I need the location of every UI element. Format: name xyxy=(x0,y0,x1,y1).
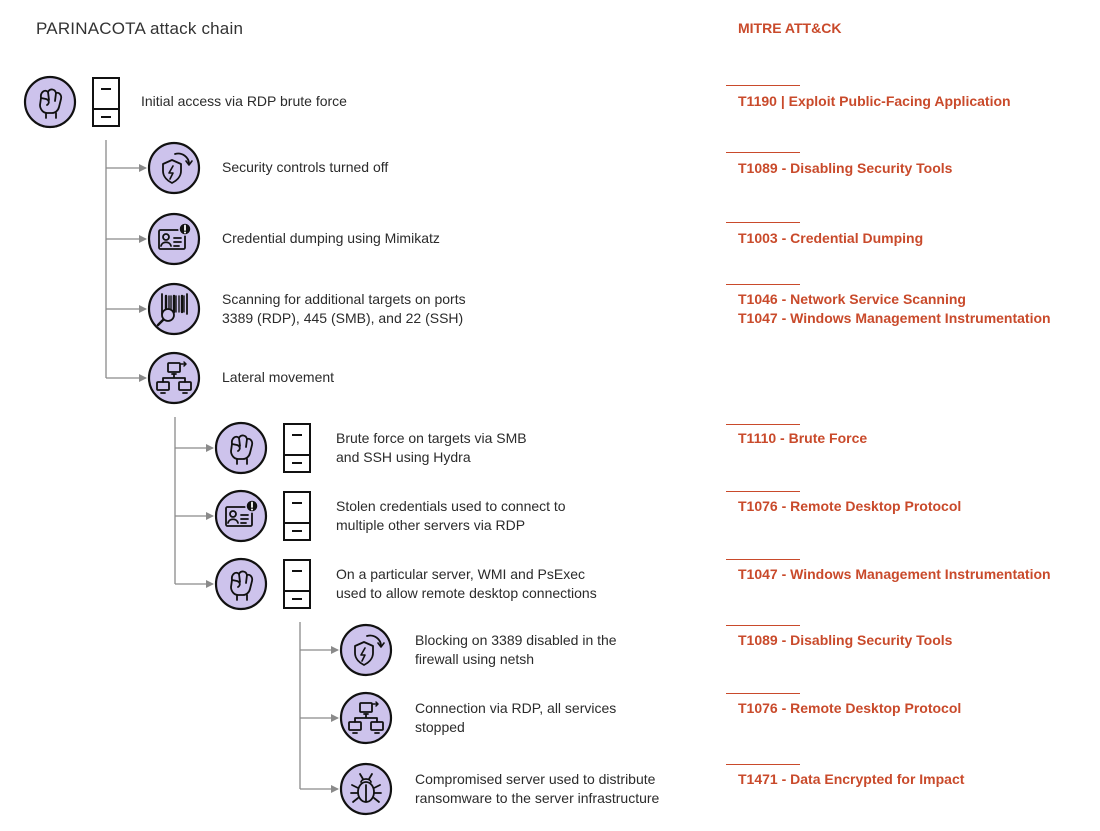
step-description xyxy=(336,497,566,535)
step-icon-5 xyxy=(149,353,199,403)
step-description-line: Credential dumping using Mimikatz xyxy=(222,230,440,246)
mitre-divider xyxy=(726,222,800,223)
server-icon xyxy=(284,560,310,608)
step-description-line: firewall using netsh xyxy=(415,651,535,667)
step-description-line: and SSH using Hydra xyxy=(336,449,471,465)
mitre-technique xyxy=(738,92,1011,111)
step-description-line: Initial access via RDP brute force xyxy=(141,93,347,109)
mitre-technique xyxy=(738,229,923,248)
step-description xyxy=(222,229,440,248)
mitre-technique xyxy=(738,497,961,516)
mitre-divider xyxy=(726,764,800,765)
mitre-technique-line: T1089 - Disabling Security Tools xyxy=(738,160,953,176)
mitre-technique-line: T1047 - Windows Management Instrumentation xyxy=(738,310,1051,326)
step-icon-9 xyxy=(341,625,391,675)
step-description-line: Blocking on 3389 disabled in the xyxy=(415,632,617,648)
step-description xyxy=(415,631,617,669)
server-icon xyxy=(93,78,119,126)
mitre-technique-line: T1190 | Exploit Public-Facing Application xyxy=(738,93,1011,109)
step-description-line: stopped xyxy=(415,719,465,735)
mitre-technique xyxy=(738,565,1051,584)
step-description-line: Stolen credentials used to connect to xyxy=(336,498,566,514)
step-description-line: Scanning for additional targets on ports xyxy=(222,291,466,307)
mitre-technique xyxy=(738,159,952,178)
step-description xyxy=(336,429,527,467)
server-icon xyxy=(284,492,310,540)
mitre-technique-line: T1471 - Data Encrypted for Impact xyxy=(738,771,965,787)
step-description-line: multiple other servers via RDP xyxy=(336,517,526,533)
mitre-divider xyxy=(726,693,800,694)
step-icon-10 xyxy=(341,693,391,743)
step-icon-3 xyxy=(149,214,199,264)
step-icon-7 xyxy=(216,491,266,541)
step-description-line: Compromised server used to distribute xyxy=(415,771,656,787)
step-description-line: 3389 (RDP), 445 (SMB), and 22 (SSH) xyxy=(222,310,464,326)
step-description xyxy=(415,699,616,737)
mitre-technique xyxy=(738,770,964,789)
step-description xyxy=(222,158,388,177)
mitre-divider xyxy=(726,559,800,560)
page-title: PARINACOTA attack chain xyxy=(36,19,244,38)
step-description xyxy=(141,92,347,111)
mitre-divider xyxy=(726,424,800,425)
mitre-technique-line: T1046 - Network Service Scanning xyxy=(738,291,966,307)
mitre-divider xyxy=(726,152,800,153)
step-description-line: Security controls turned off xyxy=(222,159,389,175)
step-icon-1 xyxy=(25,77,75,127)
step-description-line: Brute force on targets via SMB xyxy=(336,430,527,446)
mitre-technique-line: T1047 - Windows Management Instrumentation xyxy=(738,566,1051,582)
step-description xyxy=(336,565,597,603)
step-description-line: ransomware to the server infrastructure xyxy=(415,790,660,806)
server-icon xyxy=(284,424,310,472)
mitre-technique-line: T1110 - Brute Force xyxy=(738,430,868,446)
step-icon-11 xyxy=(341,764,391,814)
mitre-divider xyxy=(726,491,800,492)
step-description xyxy=(415,770,659,808)
step-description-line: used to allow remote desktop connections xyxy=(336,585,597,601)
mitre-divider xyxy=(726,85,800,86)
step-description-line: Lateral movement xyxy=(222,369,335,385)
step-description-line: Connection via RDP, all services xyxy=(415,700,617,716)
mitre-technique-line: T1076 - Remote Desktop Protocol xyxy=(738,700,962,716)
mitre-technique xyxy=(738,699,961,718)
step-icon-6 xyxy=(216,423,266,473)
mitre-technique xyxy=(738,631,952,650)
mitre-technique-line: T1003 - Credential Dumping xyxy=(738,230,924,246)
step-description-line: On a particular server, WMI and PsExec xyxy=(336,566,585,582)
mitre-divider xyxy=(726,625,800,626)
step-icon-2 xyxy=(149,143,199,193)
step-description xyxy=(222,368,334,387)
mitre-technique-line: T1076 - Remote Desktop Protocol xyxy=(738,498,962,514)
step-icon-8 xyxy=(216,559,266,609)
step-description xyxy=(222,290,466,328)
step-icon-4 xyxy=(149,284,199,334)
mitre-header: MITRE ATT&CK xyxy=(738,20,842,36)
mitre-technique xyxy=(738,429,867,448)
mitre-technique-line: T1089 - Disabling Security Tools xyxy=(738,632,953,648)
mitre-divider xyxy=(726,284,800,285)
mitre-technique xyxy=(738,290,1051,328)
